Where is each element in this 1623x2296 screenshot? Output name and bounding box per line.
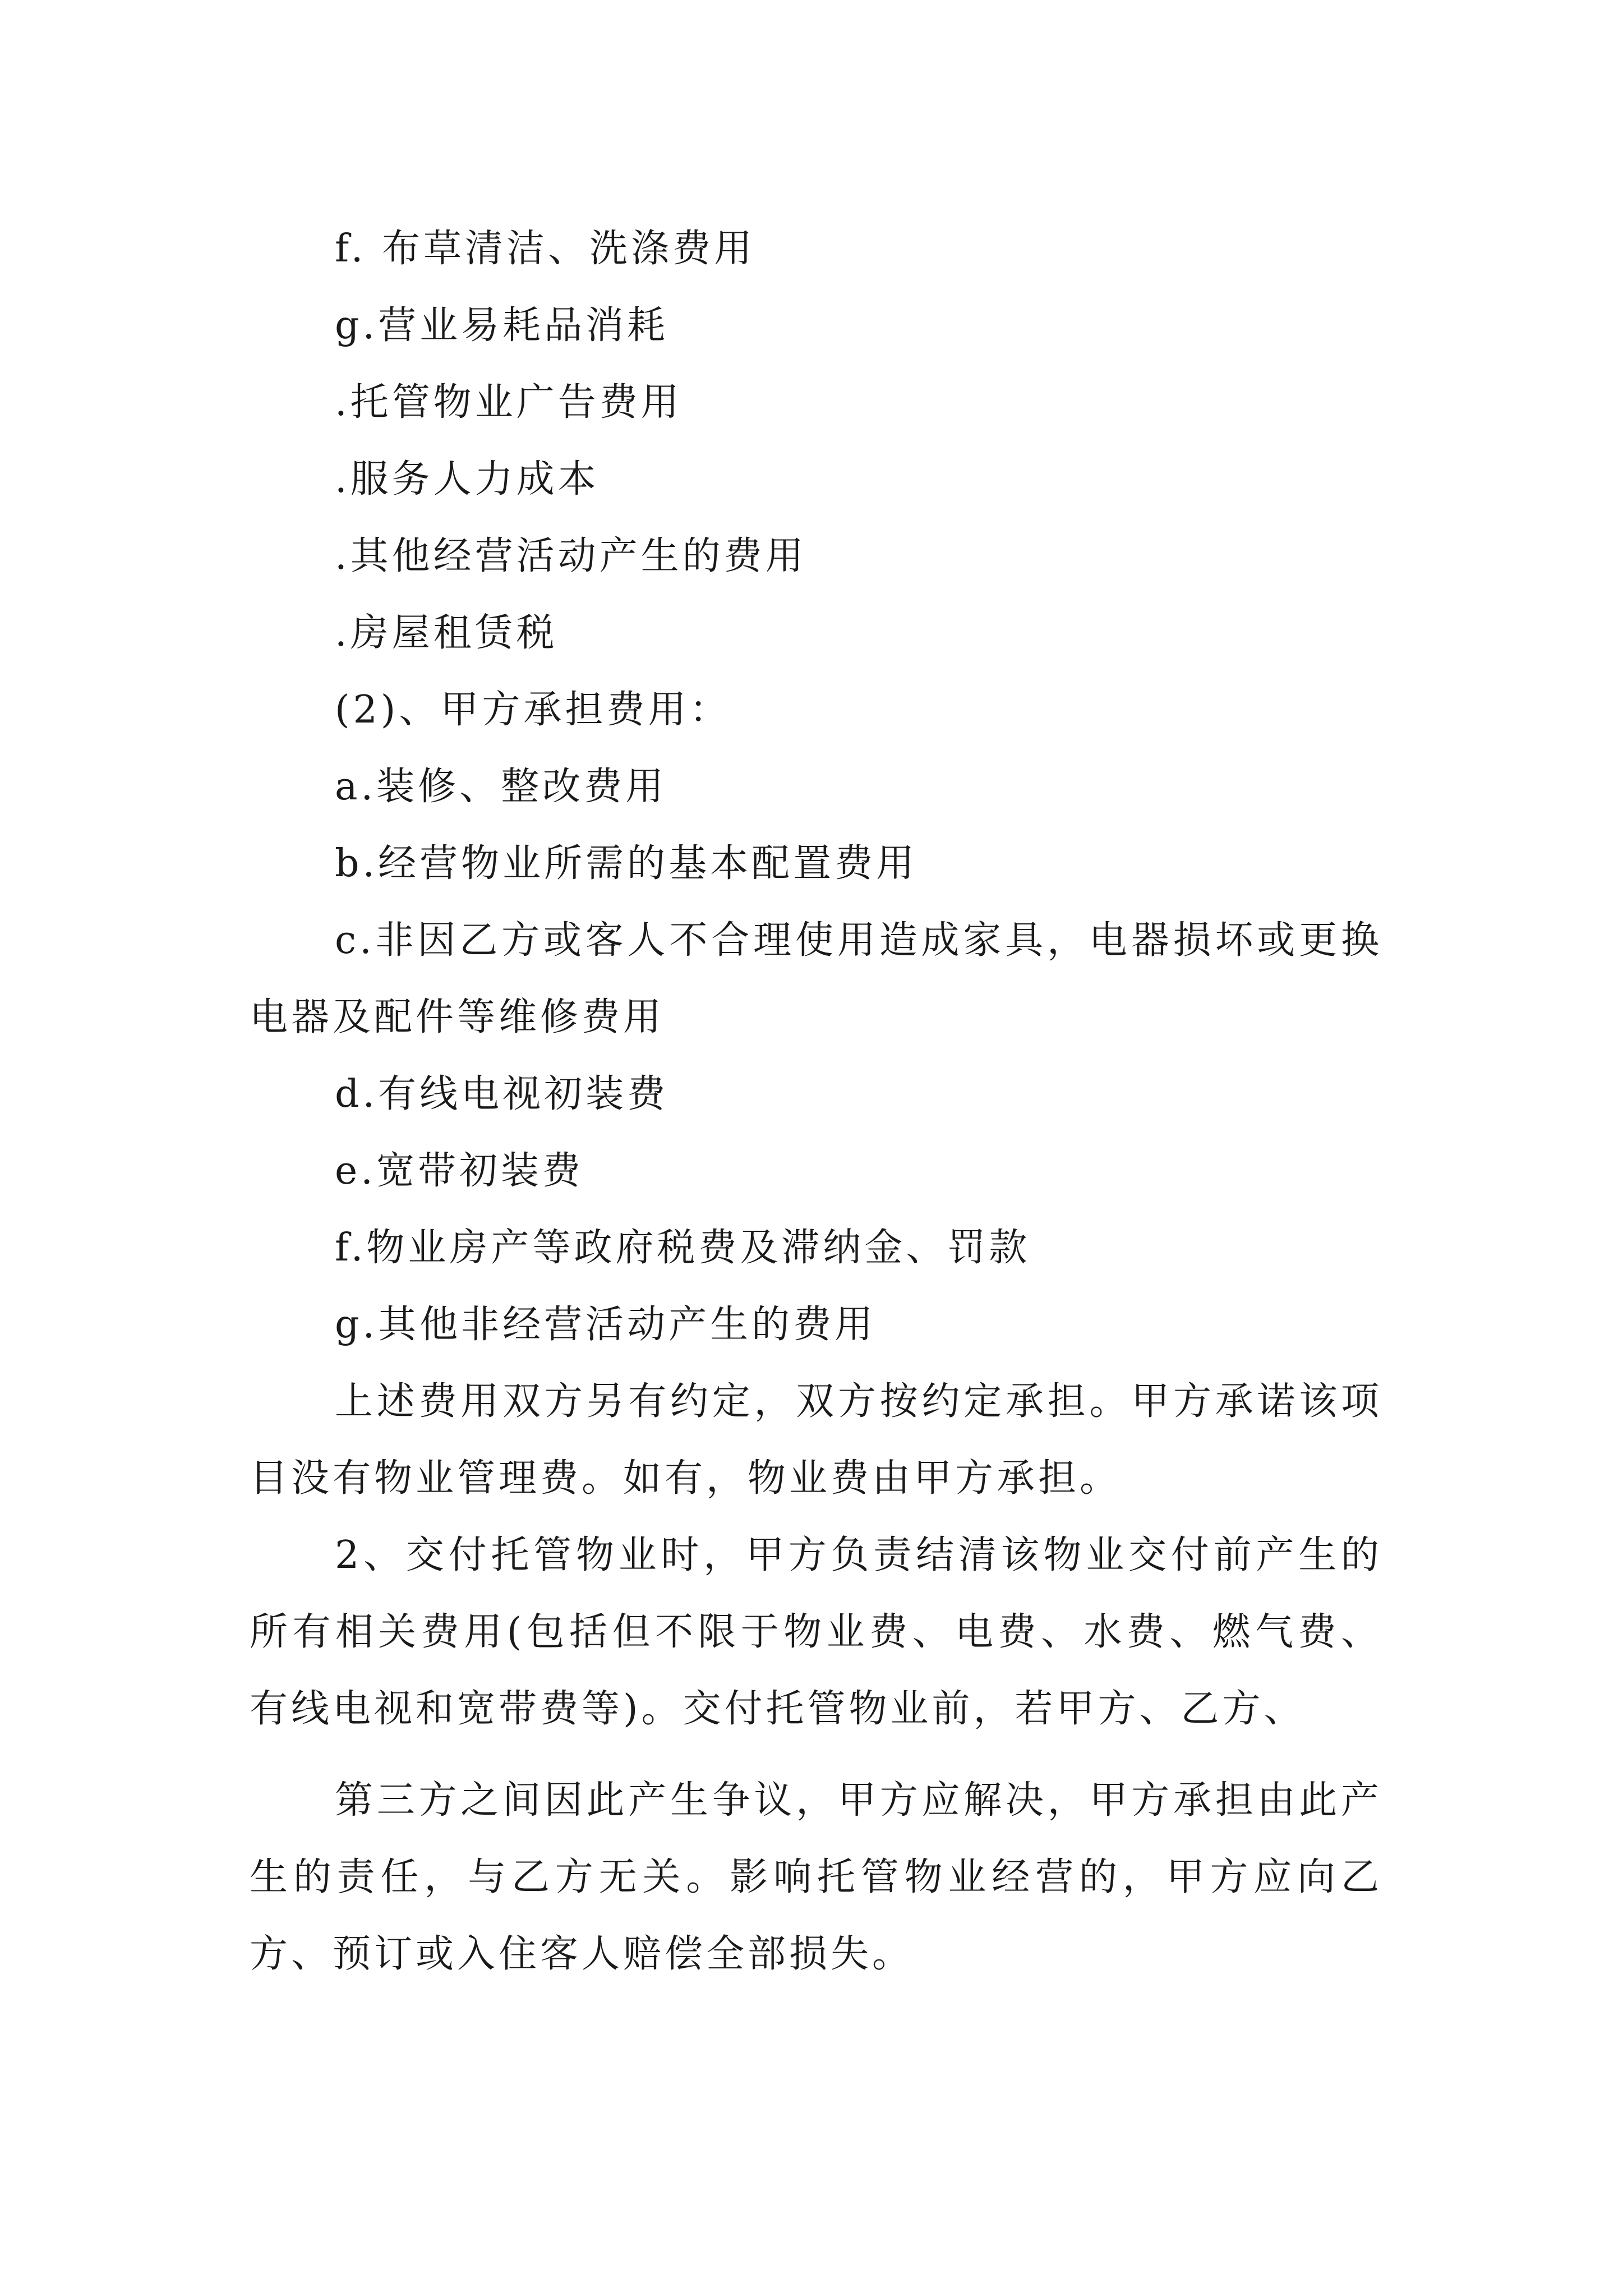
list-item-c-repairs: c.非因乙方或客人不合理使用造成家具，电器损坏或更换电器及配件等维修费用 [250,918,1382,1039]
paragraph-third-party: 第三方之间因此产生争议，甲方应解决，甲方承担由此产生的责任，与乙方无关。影响托管物业经营的，甲方应向乙方、预订或入住客人赔偿全部损失。 [250,1778,1382,1976]
list-item-d-cable-tv: d.有线电视初装费 [335,1072,669,1116]
list-item-advertising: .托管物业广告费用 [335,380,683,425]
list-item-other-operating: .其他经营活动产生的费用 [335,534,807,578]
list-item-labor-cost: .服务人力成本 [335,457,600,501]
list-item-g-non-operating: g.其他非经营活动产生的费用 [335,1303,877,1347]
list-item-f-taxes: f.物业房产等政府税费及滞纳金、罚款 [335,1226,1031,1270]
list-item-b-basic-config: b.经营物业所需的基本配置费用 [335,841,918,886]
paragraph-agreement: 上述费用双方另有约定，双方按约定承担。甲方承诺该项目没有物业管理费。如有，物业费由甲方承担。 [250,1379,1382,1501]
list-item-rental-tax: .房屋租赁税 [335,611,558,655]
section-heading-party-a-costs: (2)、甲方承担费用： [335,688,731,732]
document-body [250,210,1382,1993]
list-item-f-linen: f. 布草清洁、洗涤费用 [335,227,755,271]
list-item-g-consumables: g.营业易耗品消耗 [335,303,669,348]
list-item-e-broadband: e.宽带初装费 [335,1149,584,1193]
list-item-a-renovation: a.装修、整改费用 [335,765,667,809]
paragraph-clause-2: 2、交付托管物业时，甲方负责结清该物业交付前产生的所有相关费用(包括但不限于物业费、电费、水费、燃气费、有线电视和宽带费等)。交付托管物业前，若甲方、乙方、 [250,1533,1383,1731]
